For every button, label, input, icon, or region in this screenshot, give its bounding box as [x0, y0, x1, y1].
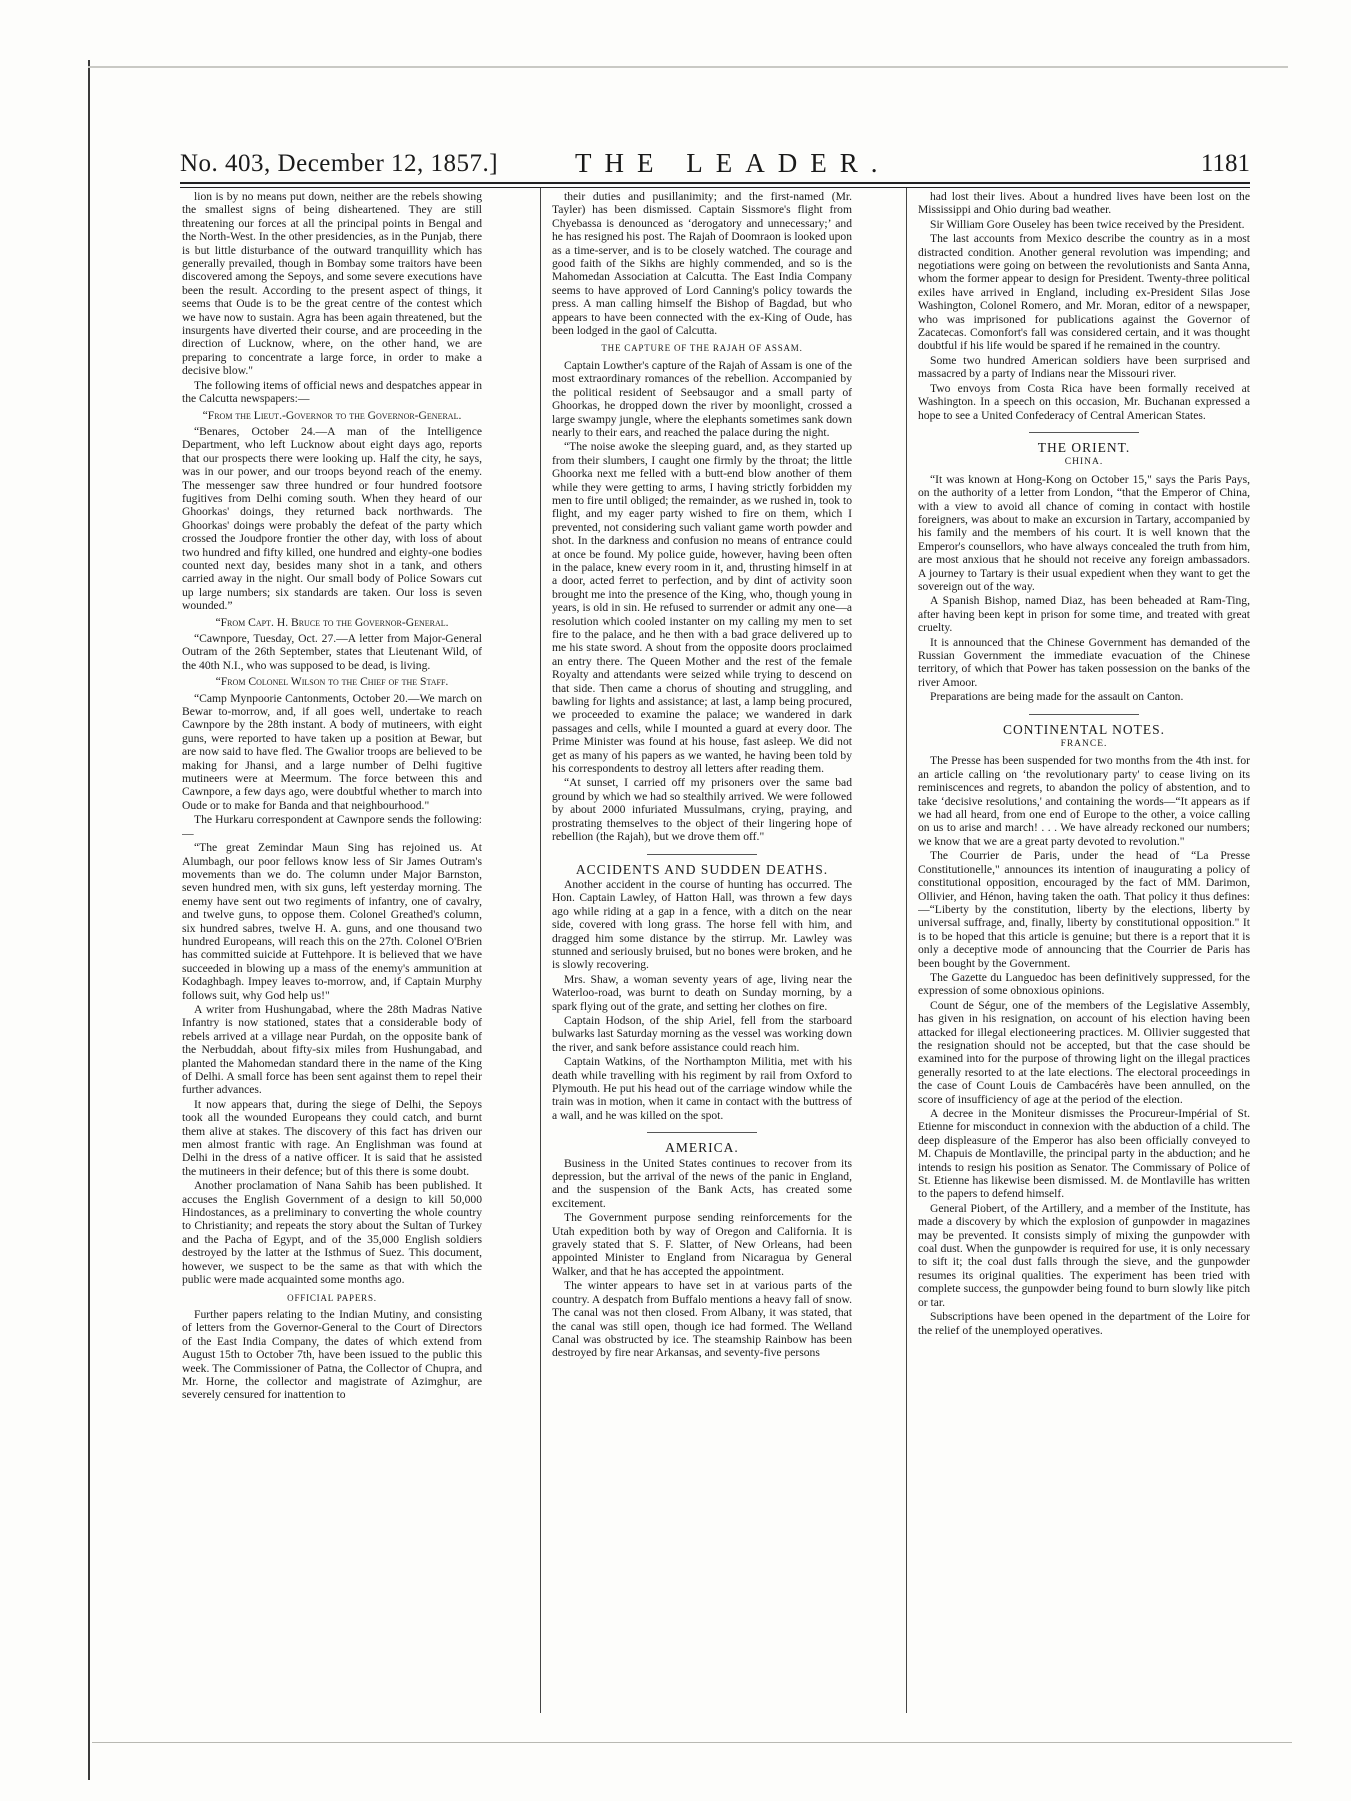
paragraph: It is announced that the Chinese Government has demanded of the Russian Government the immediate evacuation of the Chinese territory, of which that Power has taken possession on the banks of the river Amoor.: [918, 635, 1250, 689]
paragraph: It now appears that, during the siege of Delhi, the Sepoys took all the wounded Europeans they could catch, and burnt them alive at stakes. The discovery of this fact has driven our men almost frantic with rage. An Englishman was found at Delhi in the dress of a native officer. It is said that he assisted the mutineers in their defence; but of this there is some doubt.: [182, 1097, 482, 1178]
paragraph: A Spanish Bishop, named Diaz, has been beheaded at Ram-Ting, after having been kept in prison for some time, and treated with great cruelty.: [918, 594, 1250, 635]
dispatch-heading: “From the Lieut.-Governor to the Governor-General.: [202, 408, 462, 422]
paragraph: The following items of official news and despatches appear in the Calcutta newspapers:—: [182, 378, 482, 406]
paragraph: Further papers relating to the Indian Mutiny, and consisting of letters from the Governor-General to the Court of Directors of the East India Company, the dates of which extend from August 15th to October 7th, have been issued to the public this week. The Commissioner of Patna, the Collector of Chupra, and Mr. Horne, the collector and magistrate of Azimghur, are severely censured for inattention to: [182, 1307, 482, 1402]
page-number: 1181: [1200, 150, 1250, 177]
section-subheading: FRANCE.: [1060, 739, 1108, 750]
issue-date: No. 403, December 12, 1857.]: [180, 150, 499, 177]
paragraph: General Piobert, of the Artillery, and a member of the Institute, has made a discovery by which the explosion of gunpowder in magazines may be prevented. It consists simply of mixing the gunpowder with coal dust. When the gunpowder is required for use, it is only necessary to sift it; the coal dust falls through the sieve, and the gunpowder resumes its original qualities. The experiment has been tried with complete success, the gunpowder being found to burn slowly like pitch or tar.: [918, 1201, 1250, 1309]
paragraph: A decree in the Moniteur dismisses the Procureur-Impérial of St. Etienne for misconduct in connexion with the abduction of a child. The deep displeasure of the Emperor has also been officially conveyed to M. Chapuis de Montlaville, the principal party in the abduction; and he intends to resign his position as Senator. The Commissary of Police of St. Etienne has likewise been dismissed. M. de Montlaville has written to the papers to defend himself.: [918, 1107, 1250, 1201]
page-binding-edge: [88, 60, 90, 1780]
paragraph: had lost their lives. About a hundred lives have been lost on the Mississippi and Ohio during bad weather.: [918, 190, 1250, 217]
paragraph: Some two hundred American soldiers have been surprised and massacred by a party of Indians near the Missouri river.: [918, 353, 1250, 381]
paragraph: Captain Watkins, of the Northampton Militia, met with his death while travelling with his regiment by rail from Oxford to Plymouth. He put his head out of the carriage window while the train was in motion, when it came in contact with the buttress of a wall, and he was killed on the spot.: [552, 1055, 852, 1122]
paragraph: “Cawnpore, Tuesday, Oct. 27.—A letter from Major-General Outram of the 26th September, states that Lieutenant Wild, of the 40th N.I., who was supposed to be dead, is living.: [182, 632, 482, 672]
paragraph: Sir William Gore Ouseley has been twice received by the President.: [930, 217, 1245, 231]
dispatch-heading: “From Capt. H. Bruce to the Governor-General.: [215, 615, 449, 629]
paragraph: lion is by no means put down, neither are the rebels showing the smallest signs of being disheartened. They are still threatening our forces at all the principal points in Bengal and the North-West. In the other presidencies, as in the Punjab, there is but little disturbance of the outward tranquillity which has generally prevailed, though in Bombay some traitors have been discovered among the Sepoys, and some severe executions have been the result. According to the present aspect of things, it seems that Oude is to be the great centre of the contest which we have now to sustain. Agra has been again threatened, but the insurgents have diverted their course, and are proceeding in the direction of Lucknow, where, on the other hand, we are preparing to concentrate a large force, in order to make a decisive blow.": [182, 190, 482, 378]
column-1: [182, 190, 482, 1710]
paragraph: The Government purpose sending reinforcements for the Utah expedition both by way of Oregon and California. It is gravely stated that S. F. Slatter, of New Orleans, had been appointed Minister to England from Nicaragua by General Walker, and that he has accepted the appointment.: [552, 1211, 852, 1278]
paragraph: A writer from Hushungabad, where the 28th Madras Native Infantry is now stationed, states that a considerable body of rebels arrived at a village near Purdah, on the opposite bank of the Nerbuddah, about fifty-six miles from Hushungabad, and planted the Mahomedan standard there in the name of the King of Delhi. A small force has been sent against them to repel their further advances.: [182, 1002, 482, 1097]
header-rule: [180, 182, 1250, 188]
paragraph: The Gazette du Languedoc has been definitively suppressed, for the expression of some obnoxious opinions.: [918, 970, 1250, 998]
section-subheading: OFFICIAL PAPERS.: [287, 1292, 377, 1303]
paragraph: The last accounts from Mexico describe the country as in a most distracted condition. Another general revolution was impending; and negotiations were going on between the revolutionists and Santa Anna, whom the former appear to design for President. Twenty-three political exiles have arrived in England, including ex-President Silas Jose Washington, Colonel Romero, and Mr. Moran, editor of a newspaper, who was imprisoned for publications against the Governor of Zacatecas. Comonfort's fall was considered certain, and it was thought doubtful if his life would be spared if he remained in the country.: [918, 232, 1250, 353]
paragraph: their duties and pusillanimity; and the first-named (Mr. Tayler) has been dismissed. Captain Sissmore's flight from Chyebassa is denounced as ‘derogatory and unnecessary;’ and he has resigned his post. The Rajah of Doomraon is looked upon as a time-server, and is to be closely watched. The courage and good faith of the Sikhs are highly commended, and so is the Mahomedan Association at Calcutta. The East India Company seems to have approved of Lord Canning's policy towards the press. A man calling himself the Bishop of Bagdad, but who appears to have been connected with the ex-King of Oude, has been lodged in the gaol of Calcutta.: [552, 190, 852, 338]
dispatch-heading: “From Colonel Wilson to the Chief of the Staff.: [215, 675, 449, 689]
scan-top-edge: [88, 66, 1288, 68]
paragraph: Count de Ségur, one of the members of the Legislative Assembly, has given in his resignation, on account of his election having been attacked for illegal electioneering practices. M. Ollivier suggested that the resignation should not be accepted, but that the case should be examined into for the purpose of throwing light on the illegal practices generally resorted to at the late elections. The electoral proceedings in the case of Count Louis de Cambacérès have been annulled, on the score of insufficiency of age at the period of the election.: [918, 998, 1250, 1106]
paragraph: “Benares, October 24.—A man of the Intelligence Department, who left Lucknow about eight days ago, reports that our prospects there were looking up. Half the city, he says, was in our power, and our troops beyond reach of the enemy. The messenger saw three hundred or four hundred footsore fugitives from Delhi coming south. When they heard of our Ghoorkas' doings, they returned back northwards. The Ghoorkas' doings were probably the defeat of the party which crossed the Joudpore frontier the other day, with loss of about two hundred and fifty killed, one hundred and eighty-one bodies counted next day, besides many shot in a tank, and others carried away in the night. Our small body of Police Sowars cut up large numbers; six standards are taken. Our loss is seven wounded.”: [182, 424, 482, 613]
paragraph: “Camp Mynpoorie Cantonments, October 20.—We march on Bewar to-morrow, and, if all goes well, undertake to reach Cawnpore by the 28th instant. A body of mutineers, with eight guns, were reported to have taken up a position at Bewar, but are now said to have fled. The Gwalior troops are believed to be making for Jhansi, and a large number of Delhi fugitive mutineers were at Meermum. The force between this and Cawnpore, a few days ago, were doubtful whether to march into Oude or to make for Banda and that neighbourhood.": [182, 691, 482, 812]
paragraph: The Courrier de Paris, under the head of “La Presse Constitutionelle," announces its intention of inaugurating a policy of constitutional opposition, encouraged by the fact of MM. Darimon, Ollivier, and Hénon, having taken the oath. That policy it thus defines:—“Liberty by the constitution, liberty by the elections, liberty by universal suffrage, and, finally, liberty by constitutional opposition." It is to be hoped that this article is genuine; but there is a report that it is only a deceptive mode of announcing that the Courrier de Paris has been bought by the Government.: [918, 849, 1250, 970]
paragraph: Another accident in the course of hunting has occurred. The Hon. Captain Lawley, of Hatton Hall, was thrown a few days ago while riding at a gap in a fence, with a ditch on the near side, covered with long grass. The horse fell with him, and dragged him some distance by the stirrup. Mr. Lawley was stunned and seriously bruised, but no bones were broken, and he is slowly recovering.: [552, 877, 852, 972]
paragraph: Another proclamation of Nana Sahib has been published. It accuses the English Government of a design to kill 50,000 Hindostances, as a preliminary to converting the whole country to Christianity; and repeats the story about the Sultan of Turkey and the Pacha of Egypt, and of the 35,000 English soldiers destroyed by the latter at the Isthmus of Suez. This document, however, we suspect to be the same as that with which the public were made acquainted some months ago.: [182, 1179, 482, 1287]
paragraph: “It was known at Hong-Kong on October 15," says the Paris Pays, on the authority of a letter from London, “that the Emperor of China, with a view to avoid all chance of coming in contact with hostile foreigners, was about to make an excursion in Tartary, accompanied by his family and the members of his court. It is well known that the Emperor's counsellors, who have always concealed the truth from him, are most anxious that he should not receive any foreign ambassadors. A journey to Tartary is their usual expedient when they want to get the sovereign out of the way.: [918, 472, 1250, 593]
page-header: [180, 146, 1250, 182]
section-rule: [1029, 432, 1139, 433]
paragraph: The Hurkaru correspondent at Cawnpore sends the following:—: [182, 813, 482, 840]
paragraph: The Presse has been suspended for two months from the 4th inst. for an article calling on ‘the revolutionary party' to cease living on its reminiscences and regrets, to abandon the policy of abstention, and to take ‘decisive resolutions,' and containing the words—“It appears as if we had all heard, from one end of Europe to the other, a voice calling on us to arise and march! . . . We have already reckoned our numbers; we know that we are a great party devoted to revolution.": [918, 754, 1250, 848]
column-3: [918, 190, 1250, 1710]
masthead-title: THE LEADER.: [575, 148, 891, 178]
section-heading: ACCIDENTS AND SUDDEN DEATHS.: [575, 861, 829, 877]
bottom-edge: [92, 1742, 1292, 1743]
section-rule: [1029, 714, 1139, 715]
paragraph: Preparations are being made for the assault on Canton.: [930, 690, 1184, 704]
section-subheading: CHINA.: [1064, 457, 1104, 468]
paragraph: “The great Zemindar Maun Sing has rejoined us. At Alumbagh, our poor fellows know less of Sir James Outram's movements than we do. The column under Major Barnston, seven hundred men, with six guns, left yesterday morning. The enemy have sent out two regiments of infantry, one of cavalry, and twelve guns, to oppose them. Colonel Greathed's column, six hundred sabres, twelve H. A. guns, and one thousand two hundred Europeans, will reach this on the 27th. Colonel O'Brien has committed suicide at Futtehpore. It is believed that we have succeeded in blowing up a mass of the enemy's ammunition at Kodaghbagh. Impey leaves to-morrow, and, if Captain Murphy follows suit, why God help us!": [182, 841, 482, 1002]
column-divider: [906, 188, 907, 1713]
paragraph: “The noise awoke the sleeping guard, and, as they started up from their slumbers, I caught one firmly by the throat; the little Ghoorka next me felled with a butt-end blow another of them while they were getting to arms, I having strictly forbidden my men to fire until obliged; the remainder, as we rushed in, took to flight, and my eager party wished to fire on them, which I prevented, not considering such valiant game worth powder and shot. In the darkness and confusion no means of entrance could at once be found. My police guide, however, having been often in the palace, knew every room in it, and, thrusting himself in at a door, acted ferret to perfection, and by dint of activity soon brought me into the presence of the King, who, though young in years, is old in sin. He refused to surrender or admit any one—a resolution which cooled instanter on my calling my men to set fire to the palace, and he then with a bad grace delivered up to me his state sword. A shout from the opposite doors proclaimed an entry there. The Queen Mother and the rest of the female Royalty and attendants were seized while trying to descend on that side. Then came a chorus of shouting and struggling, and bawling for lights and assistance; at last, a lamp being procured, we proceeded to examine the palace; we wandered in dark passages and cells, while I mounted a guard at every door. The Prime Minister was found at his house, fast asleep. We did not get as many of his papers as we wanted, he having been told by his correspondents to destroy all letters after reading them.: [552, 440, 852, 776]
section-rule: [647, 1132, 757, 1133]
paragraph: Mrs. Shaw, a woman seventy years of age, living near the Waterloo-road, was burnt to death on Sunday morning, by a spark flying out of the grate, and setting her clothes on fire.: [552, 972, 852, 1013]
paragraph: Captain Hodson, of the ship Ariel, fell from the starboard bulwarks last Saturday morning as the vessel was working down the river, and sank before assistance could reach him.: [552, 1013, 852, 1054]
paragraph: “At sunset, I carried off my prisoners over the same bad ground by which we had so stealthily arrived. We were followed by about 2000 infuriated Mussulmans, crying, praying, and prostrating themselves to the object of their lingering hope of rebellion (the Rajah), but we drove them off.": [552, 776, 852, 844]
section-heading: THE ORIENT.: [1037, 439, 1131, 455]
column-divider: [540, 188, 541, 1713]
column-2: [552, 190, 852, 1710]
section-heading: CONTINENTAL NOTES.: [1003, 721, 1165, 737]
section-subheading: THE CAPTURE OF THE RAJAH OF ASSAM.: [601, 343, 803, 354]
paragraph: Two envoys from Costa Rica have been formally received at Washington. In a speech on this occasion, Mr. Buchanan expressed a hope to see a United Confederacy of Central American States.: [918, 381, 1250, 422]
paragraph: The winter appears to have set in at various parts of the country. A despatch from Buffalo mentions a heavy fall of snow. The canal was not then closed. From Albany, it was stated, that the canal was still open, though ice had formed. The Welland Canal was obstructed by ice. The steamship Rainbow has been destroyed by fire near Arkansas, and seventy-five persons: [552, 1279, 852, 1360]
paragraph: Business in the United States continues to recover from its depression, but the arrival of the news of the panic in England, and the suspension of the Bank Acts, has created some excitement.: [552, 1156, 852, 1210]
section-heading: AMERICA.: [665, 1140, 739, 1156]
section-rule: [647, 854, 757, 855]
paragraph: Captain Lowther's capture of the Rajah of Assam is one of the most extraordinary romances of the rebellion. Accompanied by the political resident of Seebsaugor and a small party of Ghoorkas, he dropped down the river by moonlight, crossed a large swampy jungle, where the elephants sometimes sank down nearly to their ears, and reached the palace during the night.: [552, 358, 852, 439]
paragraph: Subscriptions have been opened in the department of the Loire for the relief of the unemployed operatives.: [918, 1310, 1250, 1337]
